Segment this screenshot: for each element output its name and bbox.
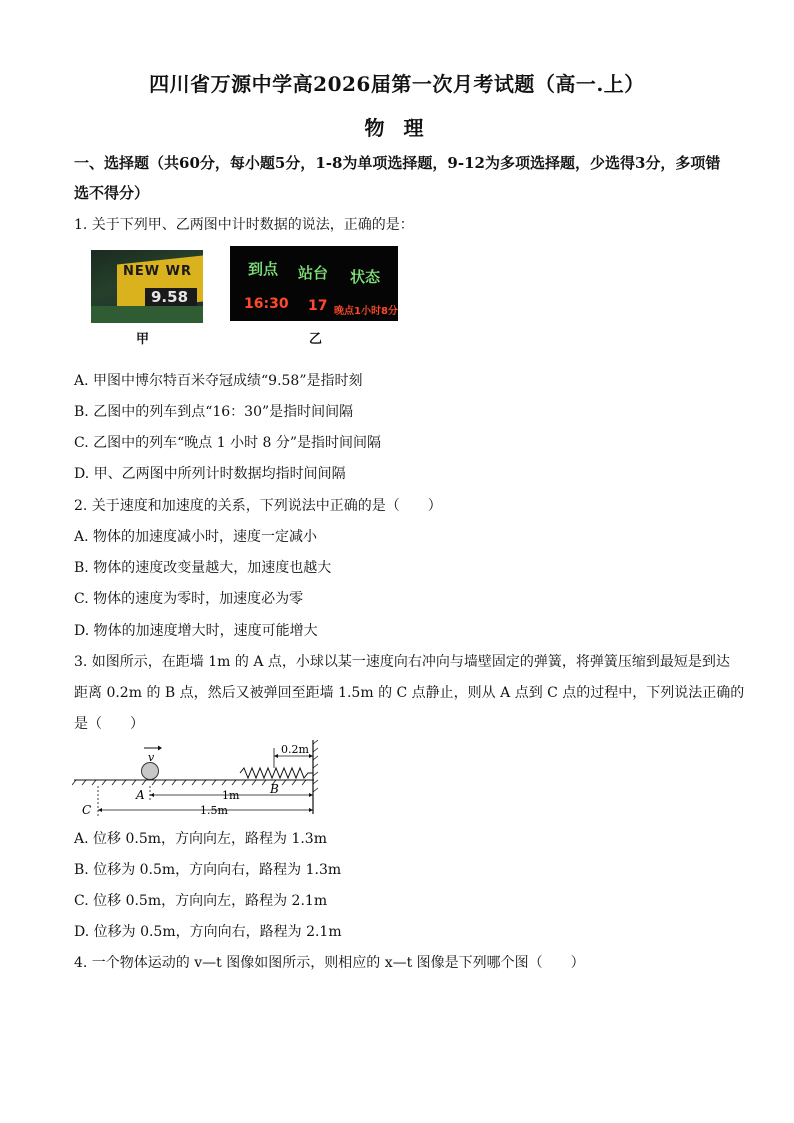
q3-spring-diagram: [72, 738, 332, 818]
board-top-text: NEW WR: [123, 264, 192, 279]
q1-option-a: A. 甲图中博尔特百米夺冠成绩“9.58”是指时刻: [74, 373, 363, 389]
dim-02-arrow-left: [274, 754, 278, 758]
wall-hatching: [313, 740, 318, 792]
q2-option-c: C. 物体的速度为零时，加速度必为零: [74, 591, 304, 607]
q2-option-b: B. 物体的速度改变量越大，加速度也越大: [74, 560, 332, 576]
board-time-text: 9.58: [151, 288, 189, 306]
exam-title: 四川省万源中学高2026届第一次月考试题（高一.上）: [149, 72, 645, 96]
photo-stopwatch-board: [91, 250, 203, 323]
q2-option-a: A. 物体的加速度减小时，速度一定减小: [74, 529, 318, 545]
section-heading: 一、选择题（共60分，每小题5分，1-8为单项选择题，9-12为多项选择题，少选得3分，多项错选不得分）: [74, 154, 721, 202]
dim-15m-arrow-left: [98, 808, 102, 812]
board-stand: [91, 306, 203, 323]
board-value-1: 16:30: [244, 296, 289, 312]
q1-option-d: D. 甲、乙两图中所列计时数据均指时间间隔: [74, 466, 346, 482]
board-value-3: 晚点1小时8分: [334, 306, 398, 317]
q2-stem: 2. 关于速度和加速度的关系，下列说法中正确的是（ ）: [74, 498, 442, 514]
label-a: A: [136, 788, 145, 802]
spring: [240, 768, 313, 778]
label-b: B: [270, 782, 279, 796]
label-c: C: [82, 803, 92, 817]
q2-option-d: D. 物体的加速度增大时，速度可能增大: [74, 623, 318, 639]
board-header-1: 到点: [248, 260, 279, 278]
dim-1m-arrow-left: [150, 793, 154, 797]
q3-stem-line-3: 是（ ）: [74, 716, 144, 732]
q3-option-a: A. 位移 0.5m，方向向左，路程为 1.3m: [74, 831, 327, 847]
q1-stem: 1. 关于下列甲、乙两图中计时数据的说法，正确的是：: [74, 217, 414, 233]
q3-option-d: D. 位移为 0.5m，方向向右，路程为 2.1m: [74, 924, 342, 940]
q1-option-b: B. 乙图中的列车到点“16：30”是指时间间隔: [74, 404, 354, 420]
velocity-arrow-head: [158, 746, 162, 751]
ball: [142, 763, 159, 780]
dim-15m-label: 1.5m: [200, 804, 228, 817]
dim-1m-label: 1m: [222, 789, 240, 802]
board-header-3: 状态: [350, 268, 381, 286]
subject-title: 物 理: [364, 116, 430, 140]
q3-stem-line-2: 距离 0.2m 的 B 点，然后又被弹回至距墙 1.5m 的 C 点静止，则从 A 点到 C 点的过程中，下列说法正确的: [74, 685, 745, 701]
velocity-label: v: [148, 751, 155, 764]
q1-option-c: C. 乙图中的列车“晚点 1 小时 8 分”是指时间间隔: [74, 435, 382, 451]
dim-02-label: 0.2m: [281, 743, 309, 756]
q3-option-c: C. 位移 0.5m，方向向左，路程为 2.1m: [74, 893, 328, 909]
photo-train-board: [230, 246, 398, 321]
board-value-2: 17: [308, 298, 328, 314]
board-header-2: 站台: [298, 264, 329, 282]
caption-yi: 乙: [309, 332, 323, 347]
caption-jia: 甲: [136, 332, 150, 347]
q4-stem: 4. 一个物体运动的 v—t 图像如图所示，则相应的 x—t 图像是下列哪个图（ ）: [74, 955, 585, 971]
q3-stem-line-1: 3. 如图所示，在距墙 1m 的 A 点，小球以某一速度向右冲向与墙壁固定的弹簧，将弹簧压缩到最短是到达: [74, 654, 730, 670]
q3-option-b: B. 位移为 0.5m，方向向右，路程为 1.3m: [74, 862, 342, 878]
